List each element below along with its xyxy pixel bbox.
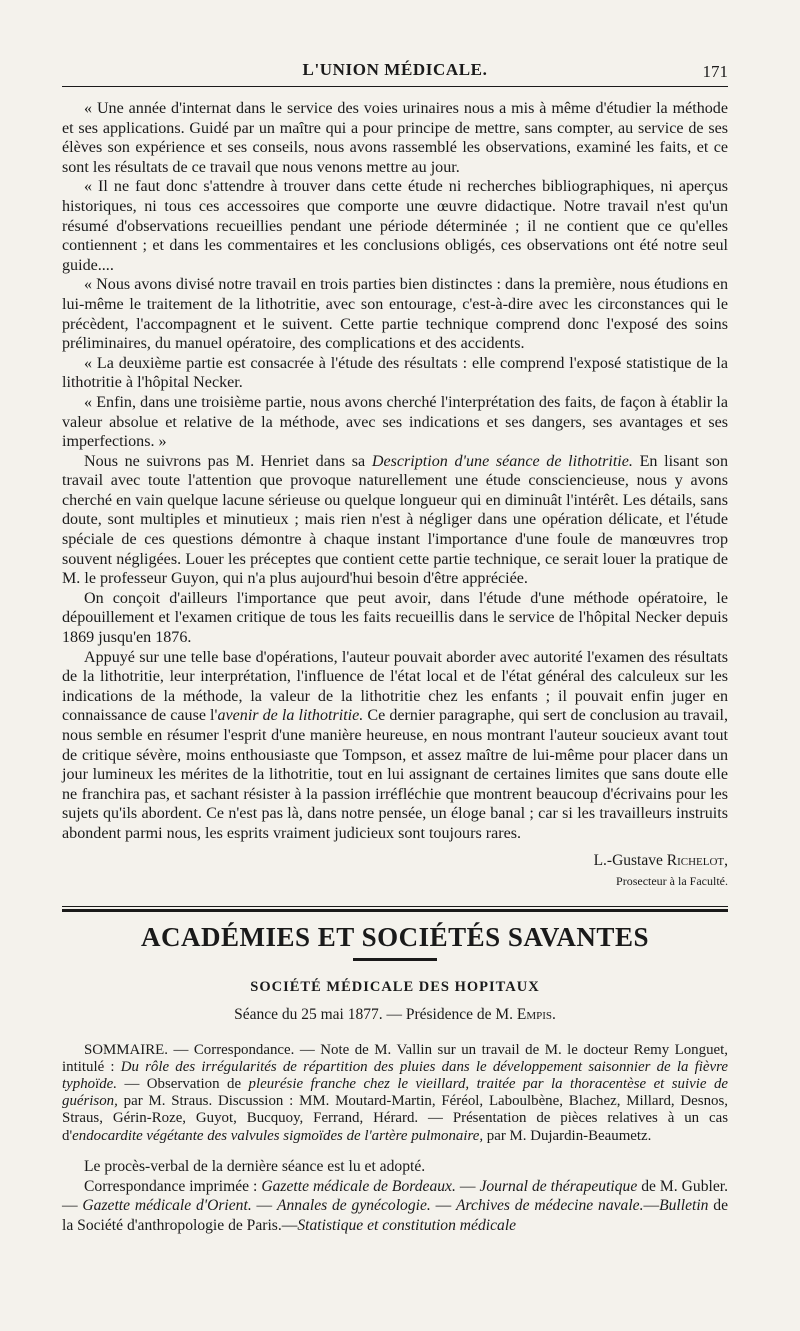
journal-title: L'UNION MÉDICALE. <box>302 60 488 79</box>
society-title: SOCIÉTÉ MÉDICALE DES HOPITAUX <box>250 978 540 995</box>
text-run: par M. Straus. Discussion : MM. Moutard-Martin, Féréol, Laboulbène, Blachez, Millard, Desnos, Straus, Gérin-Roze, Guyot, Bucquoy, Ferrand, Hérard. — Présentation de pièces relatives à un cas d' <box>62 1093 728 1144</box>
punctuation: , <box>724 851 728 869</box>
section-divider <box>62 906 728 912</box>
paragraph: « Une année d'internat dans le service des voies urinaires nous a mis à même d'étudier la méthode et ses applications. Guidé par un maître qui a pour principe de mettre, sans compter, au service de ses élèves son expérience et ses conseils, nous avons rassemblé les observations, examiné les faits, et ce sont les résultats de ce travail que nous venons mettre au jour. <box>62 100 728 176</box>
italic-title: avenir de la lithotritie. <box>217 707 364 725</box>
text-run: Ce dernier paragraphe, qui sert de conclusion au travail, nous semble en résumer l'esprit d'une manière heureuse, en nous montrant l'auteur soucieux avant tout de critique sévère, moins enthousiaste que Tompson, et assez maître de lui-même pour placer dans un jour lumineux les mérites de la lithotritie, tout en lui assignant de certaines limites que sans doute elle ne franchira pas, et sachant résister à la passion irréfléchie que montrent beaucoup d'écrivains pour les sujets qu'ils abordent. Ce n'est pas là, dans notre pensée, un éloge banal ; car si les travailleurs instruits abondent parmi nous, les esprits vraiment judicieux sont toujours rares. <box>62 707 729 842</box>
page-number: 171 <box>702 62 728 81</box>
session-line <box>62 1006 728 1024</box>
author-role: Prosecteur à la Faculté. <box>616 873 728 888</box>
correspondence-paragraph <box>62 1177 728 1236</box>
text-run: de la Société d'anthropologie de Paris.— <box>62 1197 729 1235</box>
signature <box>62 850 728 892</box>
summary-paragraph <box>62 1042 728 1145</box>
italic-run: Gazette médicale d'Orient. <box>82 1197 252 1215</box>
paragraph: On conçoit d'ailleurs l'importance que peut avoir, dans l'étude d'une méthode opératoire, le dépouillement et l'examen critique de tous les faits recueillis dans le service de l'hôpital Necker depuis 1869 jusqu'en 1876. <box>62 589 728 647</box>
italic-run: Archives de médecine navale. <box>456 1197 644 1215</box>
minutes-section <box>62 1157 728 1236</box>
text-run: En lisant son travail avec toute l'attention que provoque naturellement une étude consciencieuse, nous y avons cherché en vain quelque lacune sérieuse ou quelque longueur qui en diminuât l'intérêt. Les détails, sans doute, sont multiples et minutieux ; mais rien n'est à négliger dans une opération délicate, et l'étude spéciale de ces questions démontre à chaque instant l'importance d'une foule de manœuvres trop souvent négligées. Louer les préceptes que contient cette partie technique, ce serait louer la pratique de M. le professeur Guyon, qui n'a plus aujourd'hui besoin d'être appréciée. <box>62 452 728 588</box>
divider-line <box>62 906 728 907</box>
italic-run: endocardite végétante des valvules sigmoïdes de l'artère pulmonaire, <box>72 1127 484 1144</box>
italic-run: Du rôle des irrégularités de répartition des pluies dans le développement saisonnier de la fièvre typhoïde. <box>62 1058 728 1092</box>
text-run: Nous ne suivrons pas M. Henriet dans sa <box>84 452 372 470</box>
summary-label: SOMMAIRE. <box>84 1041 168 1058</box>
article-body <box>62 99 728 892</box>
author-line <box>62 850 728 871</box>
author-initial: L.-Gustave <box>593 851 667 869</box>
text-run: — <box>643 1197 660 1215</box>
italic-run: Journal de thérapeutique <box>479 1177 638 1195</box>
minutes-paragraph: Le procès-verbal de la dernière séance est lu et adopté. <box>84 1157 426 1175</box>
paragraph: « Nous avons divisé notre travail en trois parties bien distinctes : dans la première, nous étudions en lui-même le traitement de la lithotritie, avec son entourage, c'est-à-dire avec les circonstances qui le précèdent, l'accompagnent et le suivent. Cette partie technique comprend donc l'exposé des soins préliminaires, du manuel opératoire, des complications et des accidents. <box>62 276 728 353</box>
paragraph <box>62 452 728 589</box>
divider-line-thick <box>62 909 728 912</box>
italic-title: Description d'une séance de lithotritie. <box>371 452 633 470</box>
author-name: Richelot <box>666 851 725 869</box>
italic-run: Statistique et constitution médicale <box>297 1217 517 1235</box>
text-run: Appuyé sur une telle base d'opérations, l'auteur pouvait aborder avec autorité l'examen des résultats de la lithotritie, leur interprétation, l'influence de l'état local et de l'état général des calculeux sur les indications de la méthode, la valeur de la lithotritie chez les enfants ; il pouvait enfin juger en connaissance de cause l' <box>62 648 728 725</box>
text-run: — Correspondance. — Note de M. Vallin sur un travail de M. le docteur Remy Longuet, intitulé : <box>62 1041 728 1075</box>
text-run: — <box>251 1197 277 1215</box>
text-run: de M. Gubler. — <box>62 1177 729 1215</box>
paragraph: « La deuxième partie est consacrée à l'étude des résultats : elle comprend l'exposé statistique de la lithotritie à l'hôpital Necker. <box>62 354 728 392</box>
text-run: — <box>455 1177 480 1195</box>
punctuation: . <box>552 1005 556 1023</box>
paragraph <box>62 648 728 844</box>
italic-run: Gazette médicale de Bordeaux. <box>261 1177 456 1195</box>
text-run: — Observation de <box>117 1075 249 1092</box>
text-run: par M. Dujardin-Beaumetz. <box>483 1127 652 1144</box>
president-name: Empis <box>516 1005 553 1023</box>
summary <box>62 1042 728 1145</box>
text-run: Correspondance imprimée : <box>84 1177 262 1195</box>
italic-run: pleurésie franche chez le vieillard, traitée par la thoracentèse et suivie de guérison, <box>62 1075 728 1110</box>
italic-run: Annales de gynécologie. <box>276 1197 431 1215</box>
section-title: ACADÉMIES ET SOCIÉTÉS SAVANTES <box>141 921 649 952</box>
paragraph: « Il ne faut donc s'attendre à trouver dans cette étude ni recherches bibliographiques, ni aperçus historiques, ni tous ces accessoires que comporte une œuvre didactique. Notre travail n'est qu'un résumé d'observations recueillies pendant une période déterminée ; il ne contient que ce qu'elles contiennent ; et dans les commentaires et les conclusions obligés, ces observations ont été notre seul guide.... <box>62 178 728 274</box>
session-text: Séance du 25 mai 1877. — Présidence de M. <box>234 1005 517 1023</box>
running-head <box>62 52 728 87</box>
paragraph: « Enfin, dans une troisième partie, nous avons cherché l'interprétation des faits, de façon à établir la valeur absolue et relative de la méthode, avec ses indications et ses dangers, ses avantages et ses imperfections. » <box>62 393 728 451</box>
text-run: — <box>430 1197 457 1215</box>
italic-run: Bulletin <box>659 1197 709 1215</box>
title-underline <box>353 958 437 961</box>
